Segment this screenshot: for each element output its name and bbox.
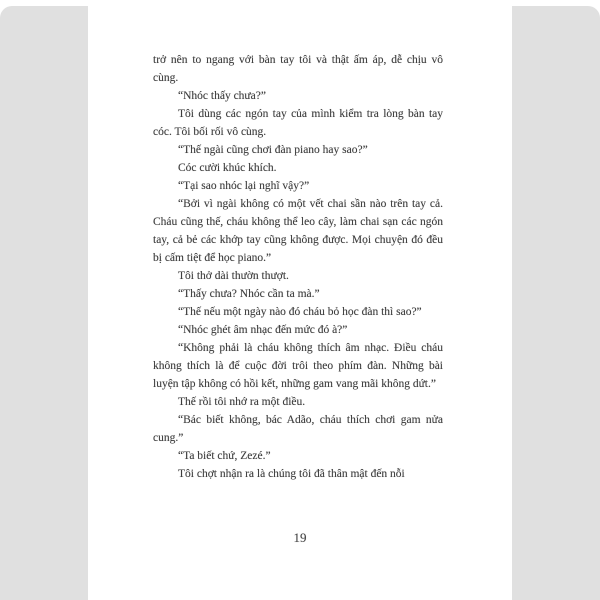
paragraph: “Ta biết chứ, Zezé.”: [178, 450, 271, 462]
paragraph: Tôi thở dài thườn thượt.: [178, 270, 289, 282]
paragraph: “Thấy chưa? Nhóc cần ta mà.”: [178, 288, 320, 300]
book-page-photo: [0, 6, 600, 600]
paragraph: “Bởi vì ngài không có một vết chai sần nào trên tay cả. Cháu cũng thế, cháu không thể leo cây, làm chai sạn các ngón tay, cả bẻ các khớp tay cũng không được. Mọi chuyện đó đều bị cấm tiệt để học piano.”: [153, 198, 443, 264]
paragraph: “Bác biết không, bác Adão, cháu thích chơi gam nửa cung.”: [153, 414, 443, 444]
paragraph: “Thế nếu một ngày nào đó cháu bỏ học đàn thì sao?”: [178, 306, 422, 318]
page-number: 19: [293, 530, 307, 545]
paragraph: Cóc cười khúc khích.: [178, 162, 277, 174]
paragraph: Tôi dùng các ngón tay của mình kiểm tra lòng bàn tay cóc. Tôi bối rối vô cùng.: [153, 108, 443, 138]
book-page: [88, 6, 512, 600]
paragraph: Tôi chợt nhận ra là chúng tôi đã thân mật đến nỗi: [178, 468, 405, 480]
paragraph: “Thế ngài cũng chơi đàn piano hay sao?”: [178, 144, 368, 156]
paragraph: Thế rồi tôi nhớ ra một điều.: [178, 396, 306, 408]
paragraph: “Nhóc ghét âm nhạc đến mức đó à?”: [178, 324, 348, 336]
paragraph: “Tại sao nhóc lại nghĩ vậy?”: [178, 180, 310, 192]
paragraph: trở nên to ngang với bàn tay tôi và thật ấm áp, dễ chịu vô cùng.: [153, 54, 443, 84]
paragraph: “Nhóc thấy chưa?”: [178, 90, 266, 102]
paragraph: “Không phải là cháu không thích âm nhạc. Điều cháu không thích là để cuộc đời trôi theo phím đàn. Những bài luyện tập không có hồi kết, những gam vang mãi không dứt.”: [153, 342, 443, 390]
page-text-block: [153, 51, 443, 483]
